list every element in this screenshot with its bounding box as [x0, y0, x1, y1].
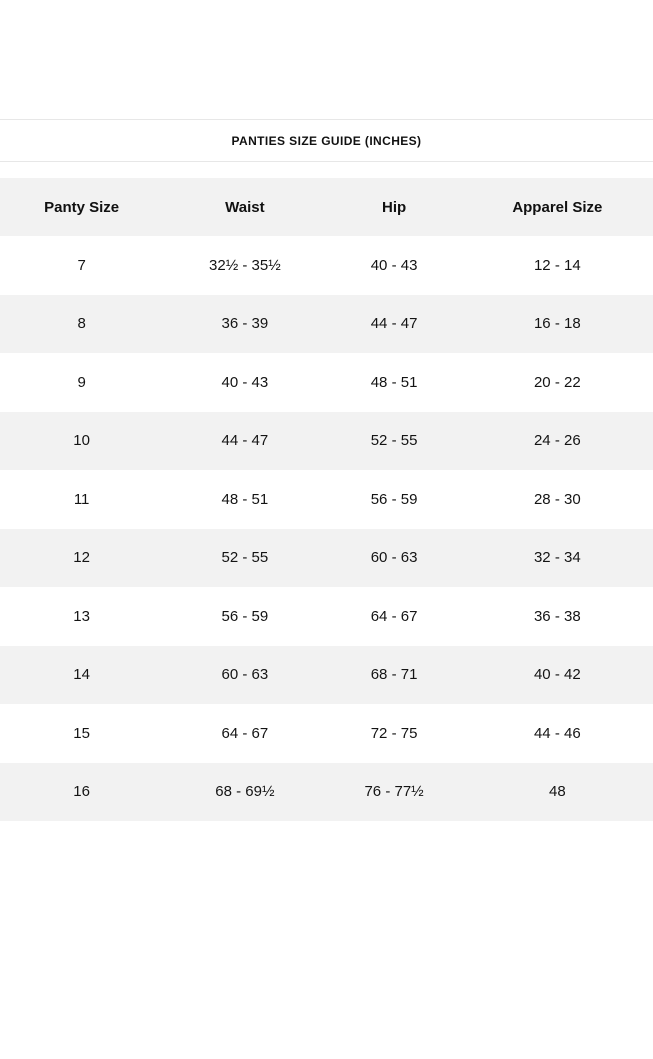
size-guide-title: PANTIES SIZE GUIDE (INCHES) — [231, 133, 422, 148]
table-row — [0, 587, 653, 646]
table-row — [0, 646, 653, 705]
cell-hip: 72 - 75 — [370, 724, 418, 742]
cell-waist: 48 - 51 — [221, 490, 269, 508]
cell-hip: 64 - 67 — [370, 607, 418, 625]
table-row — [0, 529, 653, 588]
cell-apparel-size: 28 - 30 — [533, 490, 581, 508]
cell-hip: 60 - 63 — [370, 549, 418, 567]
cell-apparel-size: 12 - 14 — [533, 256, 581, 274]
cell-panty-size: 9 — [77, 373, 86, 391]
cell-waist: 44 - 47 — [221, 432, 269, 450]
table-row — [0, 704, 653, 763]
table-row — [0, 236, 653, 295]
cell-apparel-size: 24 - 26 — [533, 432, 581, 450]
column-header-waist: Waist — [225, 198, 265, 216]
cell-waist: 36 - 39 — [221, 315, 269, 333]
size-guide-table — [0, 178, 653, 821]
cell-waist: 40 - 43 — [221, 373, 269, 391]
cell-panty-size: 13 — [73, 607, 90, 625]
cell-hip: 52 - 55 — [370, 432, 418, 450]
column-header-panty-size: Panty Size — [44, 198, 120, 216]
cell-apparel-size: 44 - 46 — [533, 724, 581, 742]
cell-panty-size: 10 — [73, 432, 90, 450]
cell-panty-size: 7 — [77, 256, 86, 274]
cell-panty-size: 15 — [73, 724, 90, 742]
table-row — [0, 295, 653, 354]
cell-hip: 68 - 71 — [370, 666, 418, 684]
column-header-hip: Hip — [381, 198, 407, 216]
cell-hip: 48 - 51 — [370, 373, 418, 391]
table-header-row — [0, 178, 653, 236]
cell-apparel-size: 48 — [548, 783, 566, 801]
cell-panty-size: 8 — [77, 315, 86, 333]
cell-hip: 44 - 47 — [370, 315, 418, 333]
cell-waist: 56 - 59 — [221, 607, 269, 625]
cell-panty-size: 11 — [73, 490, 90, 508]
cell-waist: 60 - 63 — [221, 666, 269, 684]
cell-waist: 68 - 69½ — [215, 783, 275, 801]
size-guide-title-bar — [0, 119, 653, 162]
cell-panty-size: 16 — [73, 783, 90, 801]
cell-apparel-size: 36 - 38 — [533, 607, 581, 625]
cell-hip: 56 - 59 — [370, 490, 418, 508]
cell-apparel-size: 20 - 22 — [533, 373, 581, 391]
cell-panty-size: 14 — [73, 666, 90, 684]
table-row — [0, 353, 653, 412]
table-row — [0, 412, 653, 471]
cell-waist: 32½ - 35½ — [209, 256, 281, 274]
cell-apparel-size: 16 - 18 — [533, 315, 581, 333]
cell-apparel-size: 40 - 42 — [533, 666, 581, 684]
table-row — [0, 470, 653, 529]
cell-panty-size: 12 — [73, 549, 90, 567]
cell-waist: 52 - 55 — [221, 549, 269, 567]
cell-waist: 64 - 67 — [221, 724, 269, 742]
cell-hip: 76 - 77½ — [364, 783, 424, 801]
column-header-apparel-size: Apparel Size — [512, 198, 603, 216]
cell-hip: 40 - 43 — [370, 256, 418, 274]
table-row — [0, 763, 653, 822]
cell-apparel-size: 32 - 34 — [533, 549, 581, 567]
